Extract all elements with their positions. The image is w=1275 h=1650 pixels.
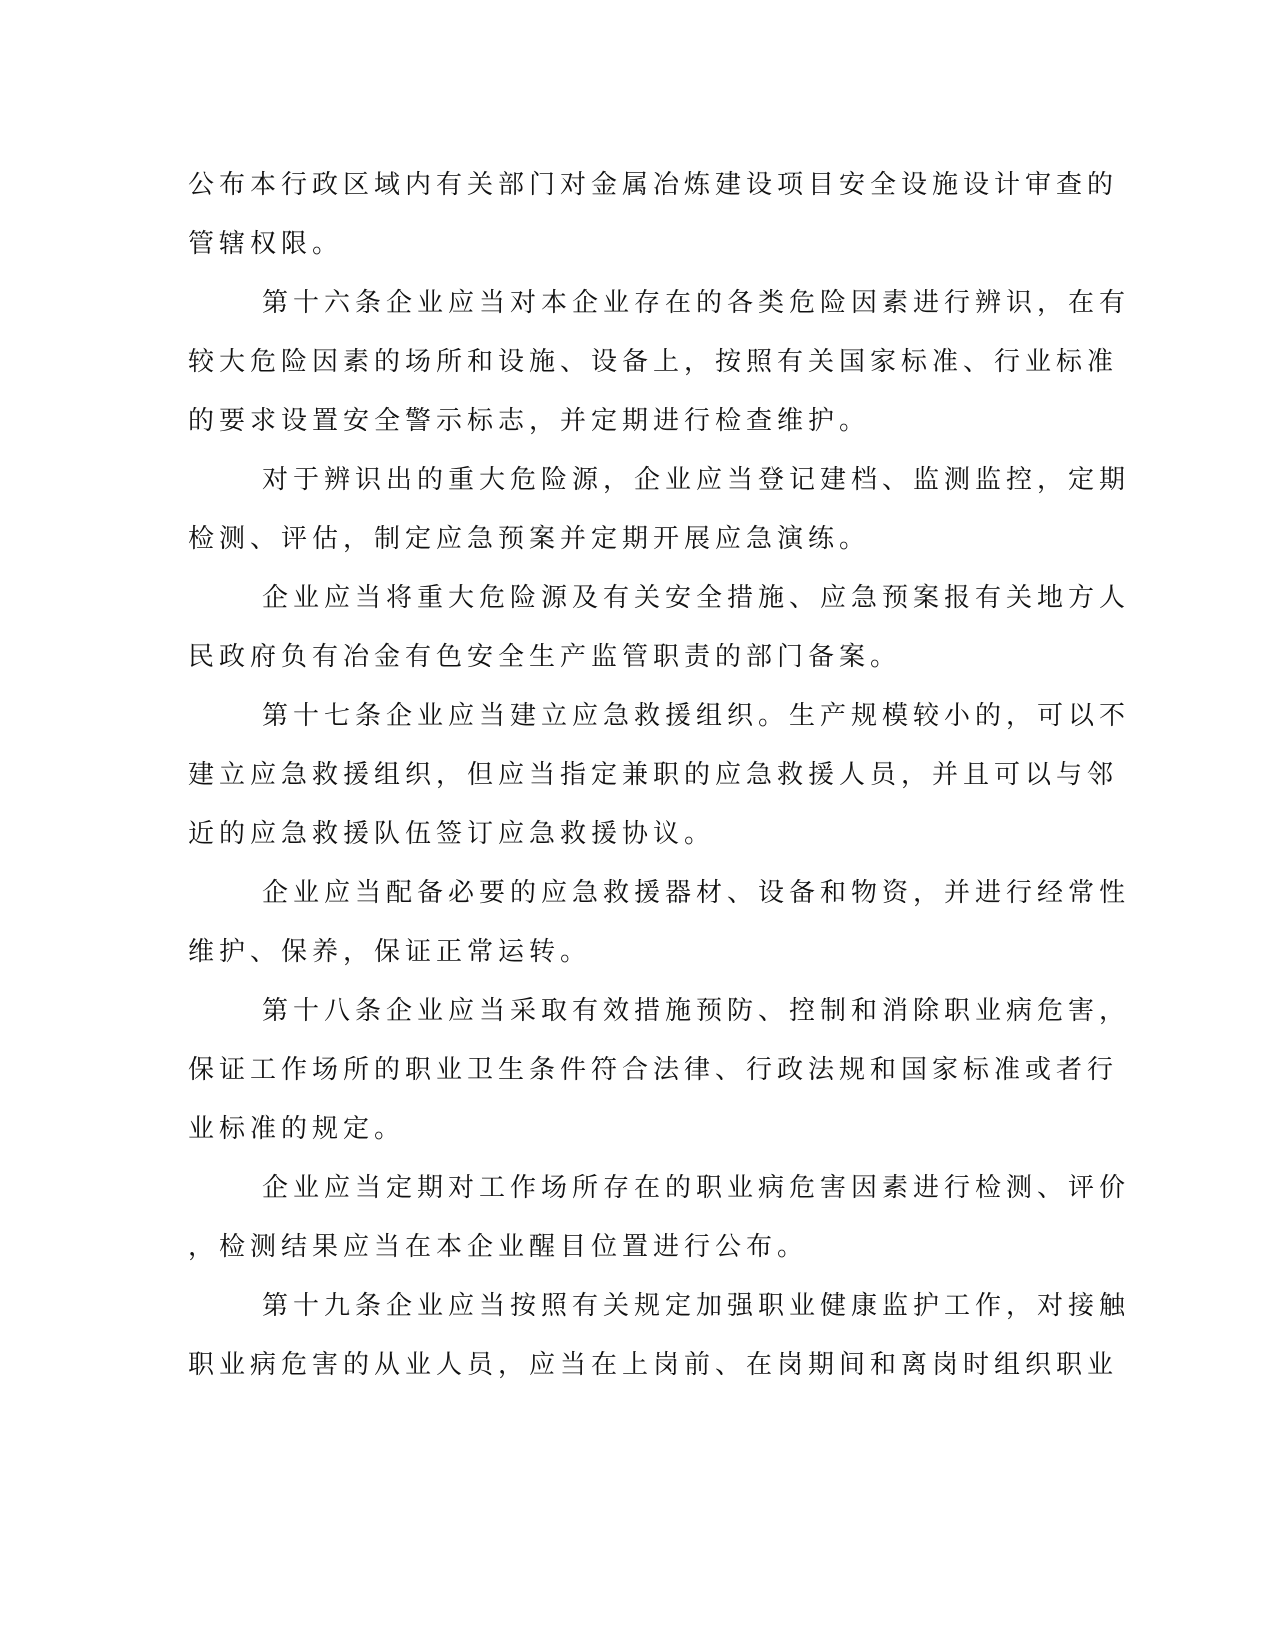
text-line: 公布本行政区域内有关部门对金属冶炼建设项目安全设施设计审查的 bbox=[188, 170, 1119, 200]
text-line: 较大危险因素的场所和设施、设备上，按照有关国家标准、行业标准 bbox=[188, 347, 1119, 377]
text-line: 检测、评估，制定应急预案并定期开展应急演练。 bbox=[188, 524, 871, 554]
text-line: 保证工作场所的职业卫生条件符合法律、行政法规和国家标准或者行 bbox=[188, 1055, 1119, 1085]
text-line: 第十八条企业应当采取有效措施预防、控制和消除职业病危害， bbox=[262, 996, 1131, 1026]
text-line: 第十九条企业应当按照有关规定加强职业健康监护工作，对接触 bbox=[262, 1291, 1131, 1321]
text-line: 的要求设置安全警示标志，并定期进行检查维护。 bbox=[188, 406, 871, 436]
document-body bbox=[188, 156, 1131, 1395]
text-line: 企业应当定期对工作场所存在的职业病危害因素进行检测、评价 bbox=[262, 1173, 1131, 1203]
text-line: 企业应当将重大危险源及有关安全措施、应急预案报有关地方人 bbox=[262, 583, 1131, 613]
text-line: 企业应当配备必要的应急救援器材、设备和物资，并进行经常性 bbox=[262, 878, 1131, 908]
text-line: 第十六条企业应当对本企业存在的各类危险因素进行辨识，在有 bbox=[262, 288, 1131, 318]
text-line: 维护、保养，保证正常运转。 bbox=[188, 937, 592, 967]
text-line: 业标准的规定。 bbox=[188, 1114, 406, 1144]
text-line: 对于辨识出的重大危险源，企业应当登记建档、监测监控，定期 bbox=[262, 465, 1131, 495]
text-line: 第十七条企业应当建立应急救援组织。生产规模较小的，可以不 bbox=[262, 701, 1131, 731]
text-line: 职业病危害的从业人员，应当在上岗前、在岗期间和离岗时组织职业 bbox=[188, 1350, 1119, 1380]
text-line: 近的应急救援队伍签订应急救援协议。 bbox=[188, 819, 716, 849]
text-line: 建立应急救援组织，但应当指定兼职的应急救援人员，并且可以与邻 bbox=[188, 760, 1119, 790]
text-line: 民政府负有冶金有色安全生产监管职责的部门备案。 bbox=[188, 642, 902, 672]
text-line: ，检测结果应当在本企业醒目位置进行公布。 bbox=[188, 1232, 809, 1262]
text-line: 管辖权限。 bbox=[188, 229, 344, 259]
